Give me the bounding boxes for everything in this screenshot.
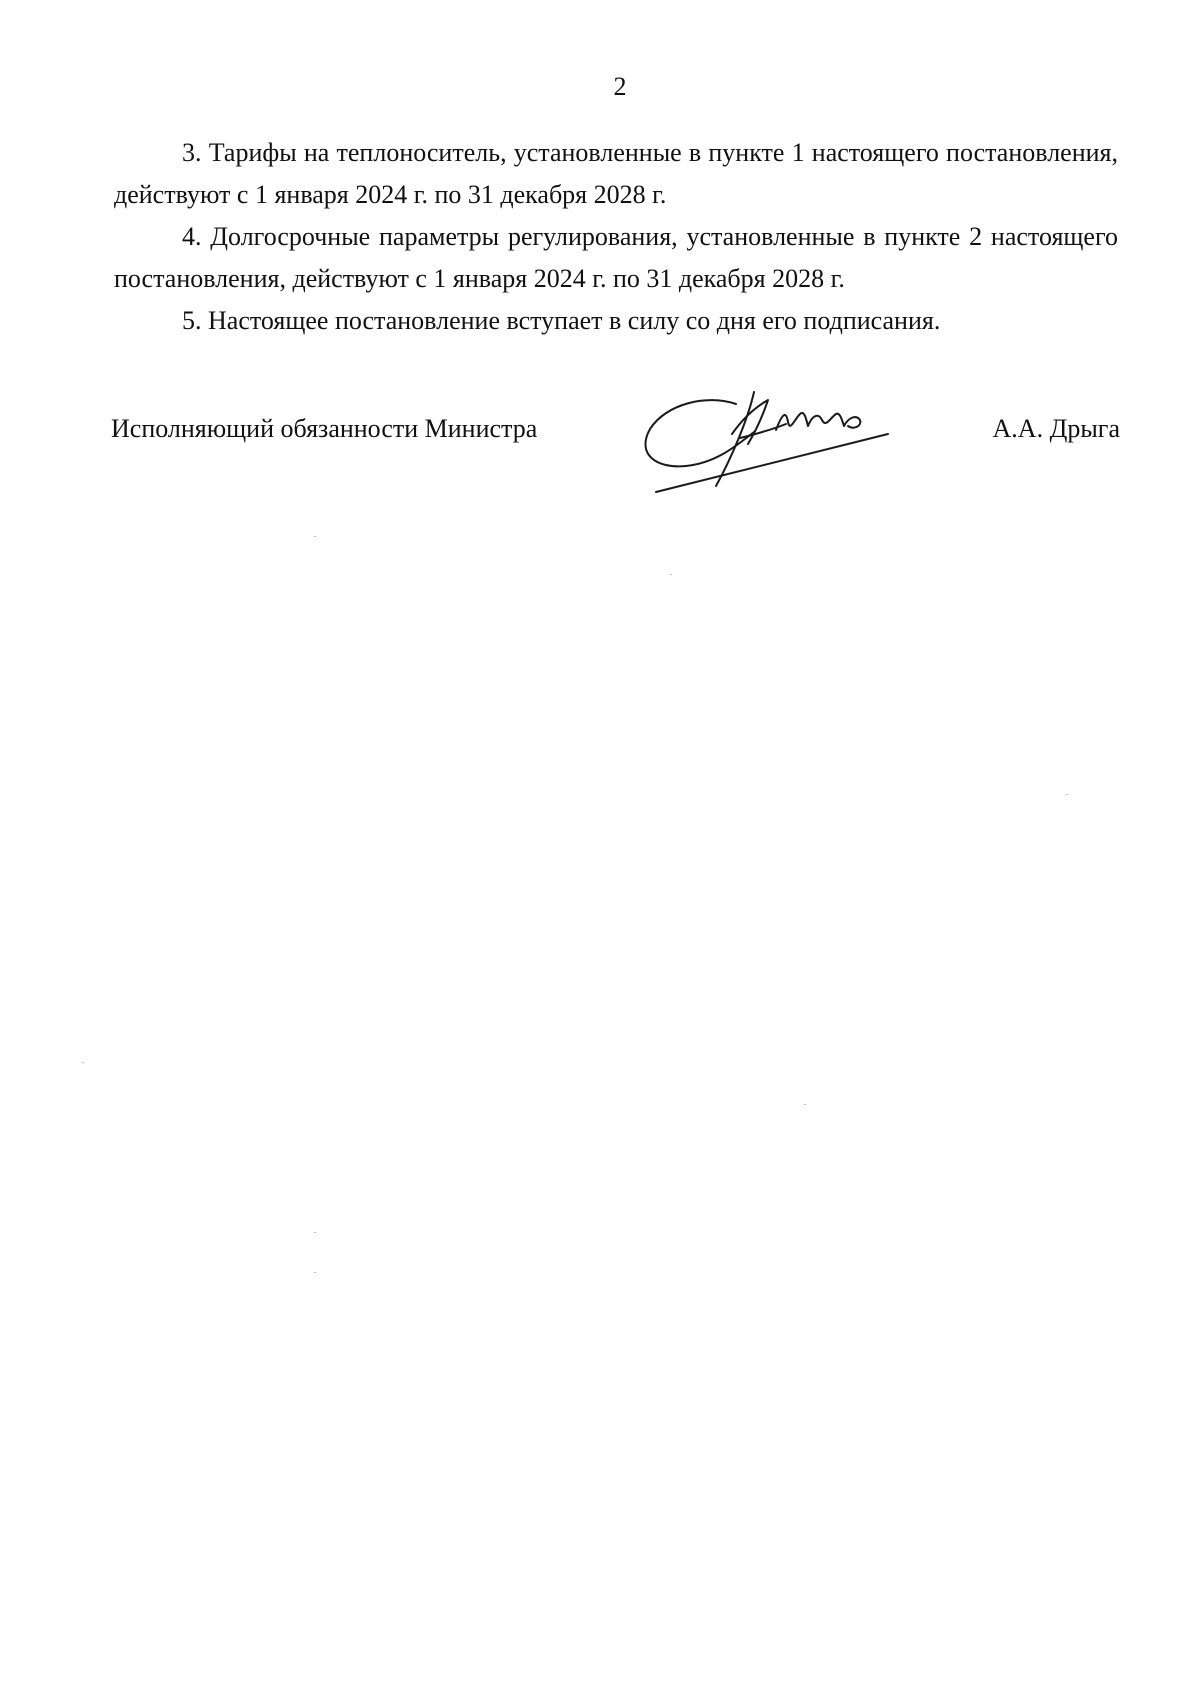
scan-speck	[82, 1062, 84, 1063]
signatory-name: А.А. Дрыга	[992, 414, 1120, 443]
paragraph-4: 4. Долгосрочные параметры регулирования, установленные в пункте 2 настоящего постановления, действуют с 1 января 2024 г. по 31 декабря 2028 г.	[114, 222, 1118, 293]
scan-speck	[670, 574, 672, 575]
page-number: 2	[613, 72, 627, 101]
scan-speck	[804, 1104, 806, 1105]
handwritten-signature	[636, 374, 916, 504]
scan-speck	[314, 1272, 316, 1273]
document-body	[114, 132, 1118, 342]
paragraph-3: 3. Тарифы на теплоноситель, установленные в пункте 1 настоящего постановления, действуют с 1 января 2024 г. по 31 декабря 2028 г.	[114, 138, 1118, 209]
scan-speck	[1066, 794, 1068, 795]
signature-block	[0, 410, 1200, 490]
scan-speck	[314, 1232, 316, 1233]
scan-speck	[314, 536, 316, 537]
signatory-position: Исполняющий обязанности Министра	[111, 414, 538, 443]
paragraph-5: 5. Настоящее постановление вступает в силу со дня его подписания.	[182, 306, 941, 335]
